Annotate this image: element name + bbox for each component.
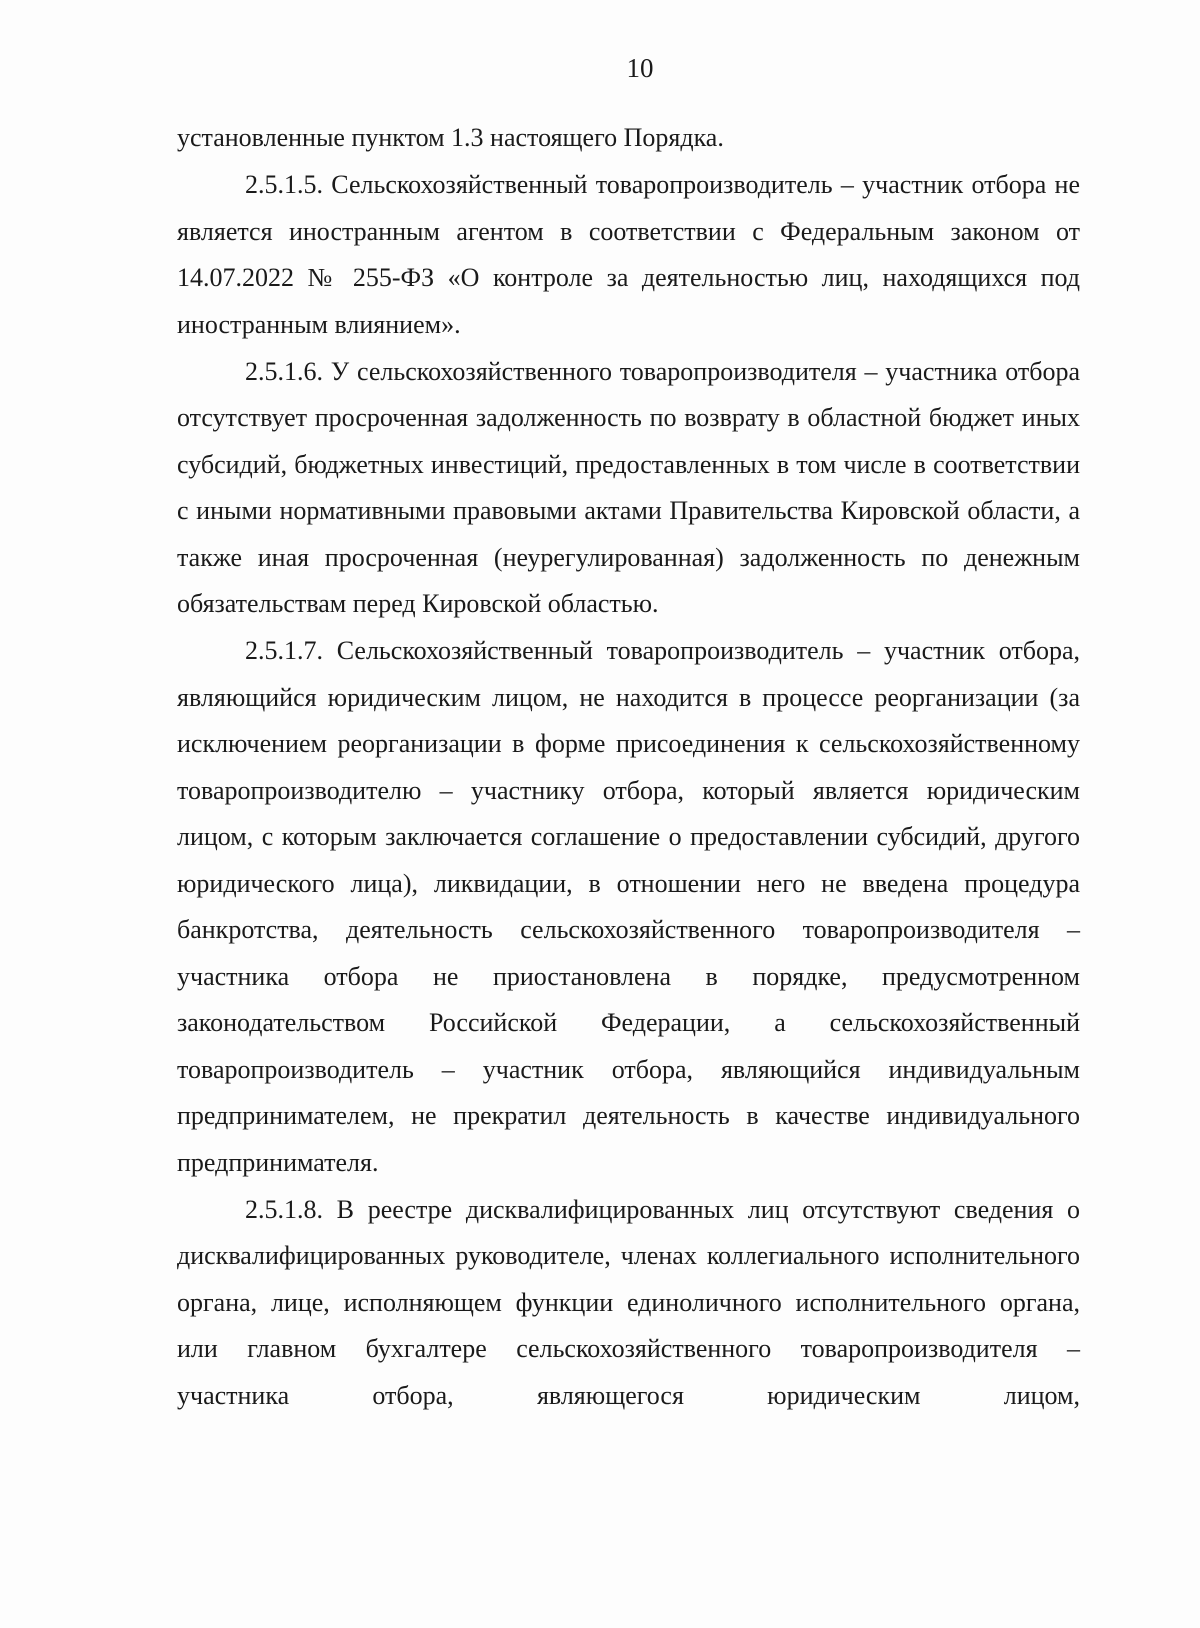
paragraph-2-5-1-7: 2.5.1.7. Сельскохозяйственный товаропроизводитель – участник отбора, являющийся юридическим лицом, не находится в процессе реорганизации (за исключением реорганизации в форме присоединения к сельскохозяйственному товаропроизводителю – участнику отбора, который является юридическим лицом, с которым заключается соглашение о предоставлении субсидий, другого юридического лица), ликвидации, в отношении него не введена процедура банкротства, деятельность сельскохозяйственного товаропроизводителя – участника отбора не приостановлена в порядке, предусмотренном законодательством Российской Федерации, а сельскохозяйственный товаропроизводитель – участник отбора, являющийся индивидуальным предпринимателем, не прекратил деятельность в качестве индивидуального предпринимателя. [177, 636, 1080, 1177]
paragraph-2-5-1-8: 2.5.1.8. В реестре дисквалифицированных лиц отсутствуют сведения о дисквалифицированных руководителе, членах коллегиального исполнительного органа, лице, исполняющем функции единоличного исполнительного органа, или главном бухгалтере сельскохозяйственного товаропроизводителя – участника отбора, являющегося юридическим лицом, [177, 1194, 1080, 1410]
page-number: 10 [626, 53, 654, 83]
paragraph-2-5-1-6: 2.5.1.6. У сельскохозяйственного товаропроизводителя – участника отбора отсутствует просроченная задолженность по возврату в областной бюджет иных субсидий, бюджетных инвестиций, предоставленных в том числе в соответствии с иными нормативными правовыми актами Правительства Кировской области, а также иная просроченная (неурегулированная) задолженность по денежным обязательствам перед Кировской областью. [177, 356, 1080, 618]
document-body [177, 115, 1080, 1419]
paragraph-continuation: установленные пунктом 1.3 настоящего Порядка. [177, 123, 724, 152]
paragraph-2-5-1-5: 2.5.1.5. Сельскохозяйственный товаропроизводитель – участник отбора не является иностранным агентом в соответствии с Федеральным законом от 14.07.2022 № 255-ФЗ «О контроле за деятельностью лиц, находящихся под иностранным влиянием». [177, 170, 1080, 339]
